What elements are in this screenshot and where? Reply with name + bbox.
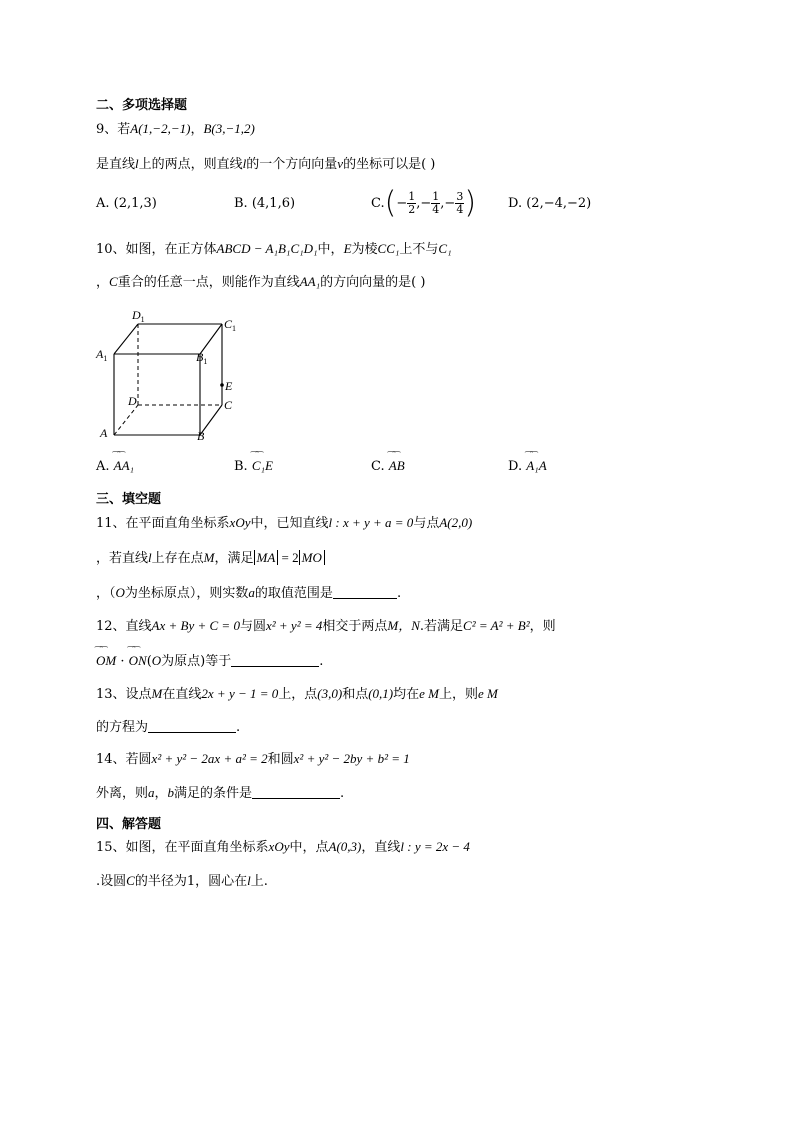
q9-l: l bbox=[135, 156, 139, 171]
q10-c1: C₁ bbox=[438, 241, 452, 256]
q9-option-c: C.(− $\frac{1}{2}$ ,− $\frac{1}{4}$ ,− $\frac{3}{4}$ ) bbox=[371, 185, 477, 221]
q10-option-c: C. ⁀⁀ AB bbox=[371, 456, 405, 477]
question-15-line-2 bbox=[96, 871, 268, 892]
q12-end: . bbox=[319, 654, 324, 669]
q15-l: l bbox=[247, 873, 251, 888]
q13-p1: (3,0) bbox=[317, 686, 343, 701]
q12-t4: ，则 bbox=[529, 619, 556, 634]
q15-c: C bbox=[126, 873, 135, 888]
question-11-line-3 bbox=[96, 583, 401, 604]
q15-line-eq: l : y = 2x − 4 bbox=[400, 839, 470, 854]
q10-number: 10、如图，在正方体 bbox=[96, 242, 217, 257]
question-9-line-1 bbox=[96, 119, 255, 140]
q9-v: v bbox=[337, 156, 344, 171]
q15-point-a: A(0,3) bbox=[328, 839, 362, 854]
q9-option-d: D. (2,−4,−2) bbox=[508, 196, 592, 211]
q9-text-d: 的坐标可以是( ) bbox=[343, 157, 436, 172]
q11-l: l bbox=[148, 550, 152, 565]
q13-t5: 上，则 bbox=[439, 687, 479, 702]
q12-answer-blank[interactable] bbox=[231, 652, 319, 667]
q13-em: e M bbox=[419, 686, 440, 701]
q11-number: 11、在平面直角坐标系 bbox=[96, 516, 230, 531]
label-b: B bbox=[197, 429, 205, 443]
q9-text-c: 的一个方向向量 bbox=[246, 157, 338, 172]
q11-answer-blank[interactable] bbox=[333, 584, 397, 599]
q13-t3: 和点 bbox=[342, 687, 369, 702]
q13-line2: 的方程为 bbox=[96, 720, 149, 735]
q13-line-eq: 2x + y − 1 = 0 bbox=[201, 686, 279, 701]
q10-option-d: D. ⁀⁀ A₁A bbox=[508, 456, 547, 477]
edge-a1-d1 bbox=[114, 324, 138, 354]
q9-text-a: 是直线 bbox=[96, 157, 136, 172]
q13-answer-blank[interactable] bbox=[148, 718, 236, 733]
q12-t6: 为原点)等于 bbox=[161, 654, 232, 669]
q14-line2b: 满足的条件是 bbox=[174, 786, 253, 801]
q14-number: 14、若圆 bbox=[96, 752, 152, 767]
question-10-line-2 bbox=[96, 272, 425, 293]
q11-xoy: xOy bbox=[229, 515, 251, 530]
q12-dot: · bbox=[116, 654, 129, 669]
q9-l2: l bbox=[242, 156, 247, 171]
q15-line2c: 上. bbox=[250, 874, 268, 889]
q9-option-c-prefix: C. bbox=[371, 196, 385, 211]
question-12-line-2 bbox=[96, 651, 323, 672]
q14-t1: 和圆 bbox=[267, 752, 294, 767]
q11-m: M bbox=[203, 550, 215, 565]
question-9-line-2 bbox=[96, 154, 435, 175]
q14-answer-blank[interactable] bbox=[252, 784, 340, 799]
q10-option-b: B. ⁀⁀ C₁E bbox=[234, 456, 273, 477]
q11-line2c: ，满足 bbox=[214, 551, 254, 566]
q13-p2: (0,1) bbox=[368, 686, 394, 701]
q15-line2b: 的半径为1，圆心在 bbox=[134, 874, 248, 889]
q12-t1: 与圆 bbox=[239, 619, 266, 634]
q10-c: C bbox=[109, 274, 118, 289]
q15-t1: 中，点 bbox=[289, 840, 329, 855]
point-e bbox=[220, 383, 224, 387]
q10-edge: CC₁ bbox=[377, 241, 400, 256]
q10-mid: 中， bbox=[317, 242, 344, 257]
q11-line3c: 的取值范围是 bbox=[254, 586, 333, 601]
q12-o: O bbox=[151, 653, 162, 668]
q10-line2b: 重合的任意一点，则能作为直线 bbox=[117, 275, 300, 290]
q13-m: M bbox=[151, 686, 163, 701]
q10-e: E bbox=[343, 241, 352, 256]
question-11-line-1 bbox=[96, 513, 472, 534]
q12-cond: C² = A² + B² bbox=[463, 618, 530, 633]
q9-number: 9、若 bbox=[96, 122, 131, 137]
q9-point-b: B(3,−1,2) bbox=[203, 121, 255, 136]
question-13-line-1 bbox=[96, 684, 498, 705]
q12-number: 12、直线 bbox=[96, 619, 152, 634]
q11-t1: 中，已知直线 bbox=[250, 516, 329, 531]
q15-t2: ，直线 bbox=[361, 840, 401, 855]
q10-text1: 为棱 bbox=[351, 242, 378, 257]
q12-mn: M，N bbox=[387, 618, 420, 633]
q12-t2: 相交于两点 bbox=[322, 619, 388, 634]
q12-t5: ( bbox=[146, 654, 152, 669]
q9-frac-2: $\frac{1}{4}$ bbox=[432, 190, 440, 216]
question-10-line-1 bbox=[96, 239, 452, 260]
q9-option-a: A. (2,1,3) bbox=[96, 196, 157, 211]
q9-sep: ， bbox=[190, 122, 204, 137]
label-c: C bbox=[224, 398, 233, 412]
q14-circle-2: x² + y² − 2by + b² = 1 bbox=[293, 751, 410, 766]
q11-line2a: ，若直线 bbox=[96, 551, 149, 566]
label-b1: $B_1$ bbox=[196, 350, 208, 366]
q13-t1: 在直线 bbox=[162, 687, 202, 702]
q14-circle-1: x² + y² − 2ax + a² = 2 bbox=[151, 751, 268, 766]
q13-number: 13、设点 bbox=[96, 687, 152, 702]
q10-option-a-vector: ⁀⁀ AA₁ bbox=[114, 456, 134, 476]
q12-line-eq: Ax + By + C = 0 bbox=[151, 618, 240, 633]
q11-line-eq: l : x + y + a = 0 bbox=[328, 515, 414, 530]
q11-a: a bbox=[248, 585, 255, 600]
section-title-fill-in: 三、填空题 bbox=[96, 492, 162, 507]
q14-a: a bbox=[148, 785, 155, 800]
q12-circle: x² + y² = 4 bbox=[265, 618, 323, 633]
q10-option-d-vector: ⁀⁀ A₁A bbox=[526, 456, 546, 476]
edge-a-d-hidden bbox=[114, 405, 138, 435]
q12-vector-om: ⁀⁀ OM bbox=[96, 651, 116, 671]
q11-point-a: A(2,0) bbox=[439, 515, 473, 530]
label-c1: $C_1$ bbox=[224, 317, 237, 333]
q10-option-a: A. ⁀⁀ AA₁ bbox=[96, 456, 134, 477]
label-d1: $D_1$ bbox=[132, 308, 145, 324]
q10-cube: ABCD − A₁B₁C₁D₁ bbox=[216, 241, 318, 256]
q9-frac-1: $\frac{1}{2}$ bbox=[408, 190, 416, 216]
question-11-line-2 bbox=[96, 548, 325, 569]
q15-line2a: .设圆 bbox=[96, 874, 127, 889]
question-14-line-2 bbox=[96, 783, 344, 804]
q13-t4: 均在 bbox=[393, 687, 420, 702]
q11-line2b: 上存在点 bbox=[151, 551, 204, 566]
section-title-multiple-choice: 二、多项选择题 bbox=[96, 98, 188, 113]
question-13-line-2 bbox=[96, 718, 240, 738]
q12-vector-on: ⁀⁀ ON bbox=[129, 651, 147, 671]
q11-abs-mo: MO bbox=[299, 550, 325, 565]
q15-xoy: xOy bbox=[268, 839, 290, 854]
q9-option-b: B. (4,1,6) bbox=[234, 196, 296, 211]
section-title-solutions: 四、解答题 bbox=[96, 817, 162, 832]
q11-t2: 与点 bbox=[413, 516, 440, 531]
label-a: A bbox=[100, 426, 108, 440]
label-d: D bbox=[128, 394, 137, 408]
q9-text-b: 上的两点，则直线 bbox=[138, 157, 243, 172]
q14-end: . bbox=[340, 786, 345, 801]
q14-line2a: 外离，则 bbox=[96, 786, 149, 801]
q14-sep: ， bbox=[154, 786, 168, 801]
q13-end: . bbox=[236, 720, 241, 735]
q10-line2c: 的方向向量的是( ) bbox=[320, 275, 426, 290]
q11-end: . bbox=[396, 586, 402, 601]
q10-option-c-vector: ⁀⁀ AB bbox=[389, 456, 405, 476]
q15-number: 15、如图，在平面直角坐标系 bbox=[96, 840, 269, 855]
q10-option-b-vector: ⁀⁀ C₁E bbox=[252, 456, 273, 476]
q10-aa1: AA₁ bbox=[299, 274, 321, 289]
label-e: E bbox=[225, 379, 233, 393]
question-12-line-1 bbox=[96, 616, 556, 637]
q11-abs-ma: MA bbox=[254, 550, 279, 565]
q9-point-a: A(1,−2,−1) bbox=[130, 121, 191, 136]
q11-eq2: = 2 bbox=[278, 550, 299, 565]
q14-b: b bbox=[167, 785, 175, 800]
q11-o: O bbox=[115, 585, 125, 600]
question-14-line-1 bbox=[96, 749, 410, 770]
q11-line3b: 为坐标原点），则实数 bbox=[124, 586, 249, 601]
q11-line3a: ，（ bbox=[96, 586, 116, 601]
q13-t2: 上，点 bbox=[278, 687, 318, 702]
q13-em2: e M bbox=[478, 686, 498, 701]
q10-line2a: ， bbox=[96, 275, 110, 290]
q10-text2: 上不与 bbox=[399, 242, 439, 257]
q12-t3: .若满足 bbox=[419, 619, 464, 634]
cube-figure bbox=[94, 305, 254, 447]
question-15-line-1 bbox=[96, 837, 470, 858]
label-a1: $A_1$ bbox=[96, 347, 108, 363]
q9-frac-3: $\frac{3}{4}$ bbox=[456, 190, 464, 216]
